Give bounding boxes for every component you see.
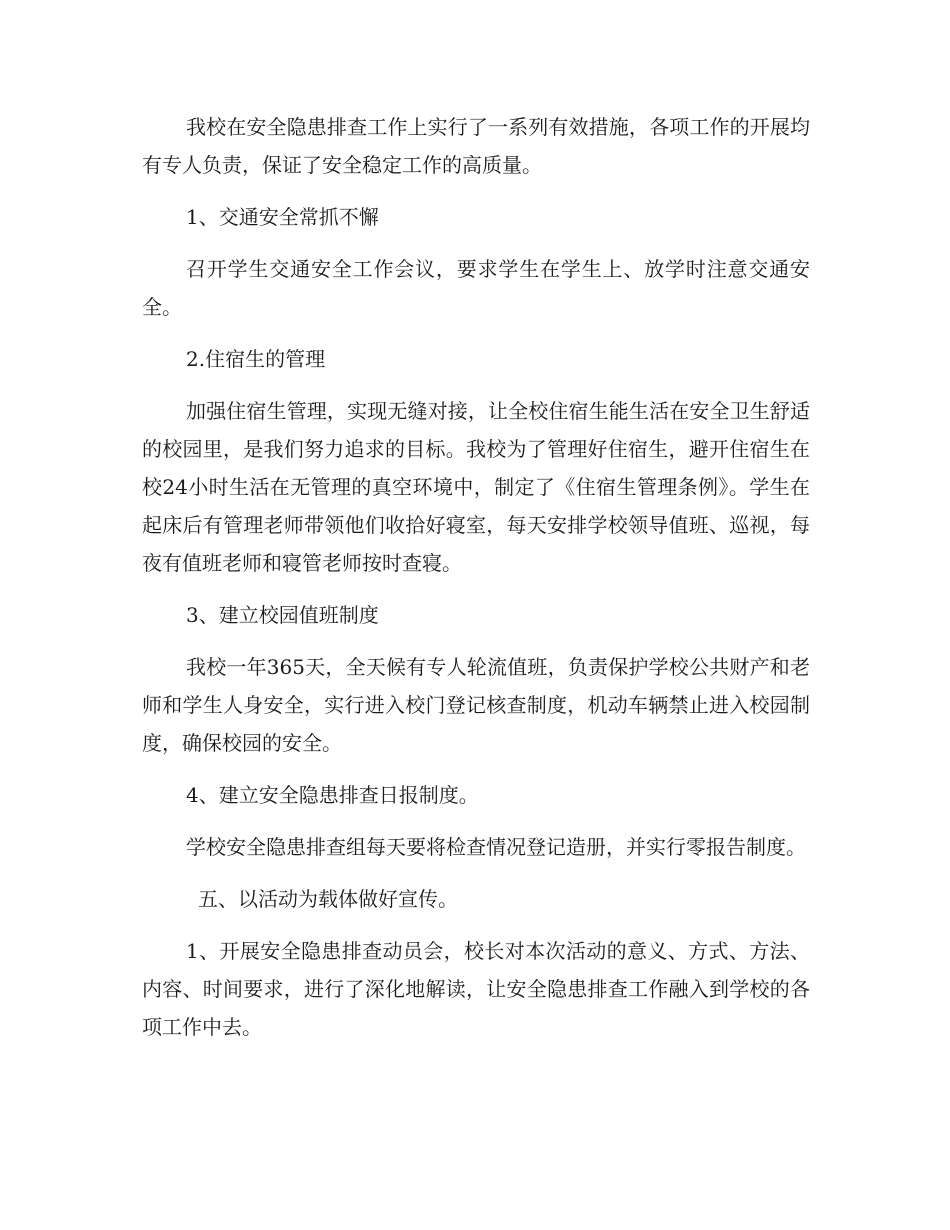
- paragraph-traffic-safety: 召开学生交通安全工作会议，要求学生在学生上、放学时注意交通安全。: [142, 257, 810, 319]
- heading-traffic-safety: 1、交通安全常抓不懈: [186, 205, 379, 229]
- heading-boarding-management: 2.住宿生的管理: [186, 347, 326, 371]
- document-body: [142, 108, 810, 1060]
- paragraph-mobilization: 1、开展安全隐患排查动员会，校长对本次活动的意义、方式、方法、内容、时间要求，进行了深化地解读，让安全隐患排查工作融入到学校的各项工作中去。: [142, 939, 810, 1039]
- heading-daily-report: 4、建立安全隐患排查日报制度。: [186, 783, 479, 807]
- paragraph-daily-report: 学校安全隐患排查组每天要将检查情况登记造册，并实行零报告制度。: [186, 835, 806, 859]
- paragraph-boarding-management: 加强住宿生管理，实现无缝对接，让全校住宿生能生活在安全卫生舒适的校园里，是我们努力追求的目标。我校为了管理好住宿生，避开住宿生在校24小时生活在无管理的真空环境中，制定了《住宿生管理条例》。学生在起床后有管理老师带领他们收拾好寝室，每天安排学校领导值班、巡视，每夜有值班老师和寝管老师按时查寝。: [142, 399, 810, 575]
- heading-publicity: 五、以活动为载体做好宣传。: [198, 887, 458, 911]
- paragraph-intro: 我校在安全隐患排查工作上实行了一系列有效措施，各项工作的开展均有专人负责，保证了安全稳定工作的高质量。: [142, 115, 810, 177]
- heading-duty-system: 3、建立校园值班制度: [186, 603, 379, 627]
- paragraph-duty-system: 我校一年365天，全天候有专人轮流值班，负责保护学校公共财产和老师和学生人身安全，实行进入校门登记核查制度，机动车辆禁止进入校园制度，确保校园的安全。: [142, 655, 810, 755]
